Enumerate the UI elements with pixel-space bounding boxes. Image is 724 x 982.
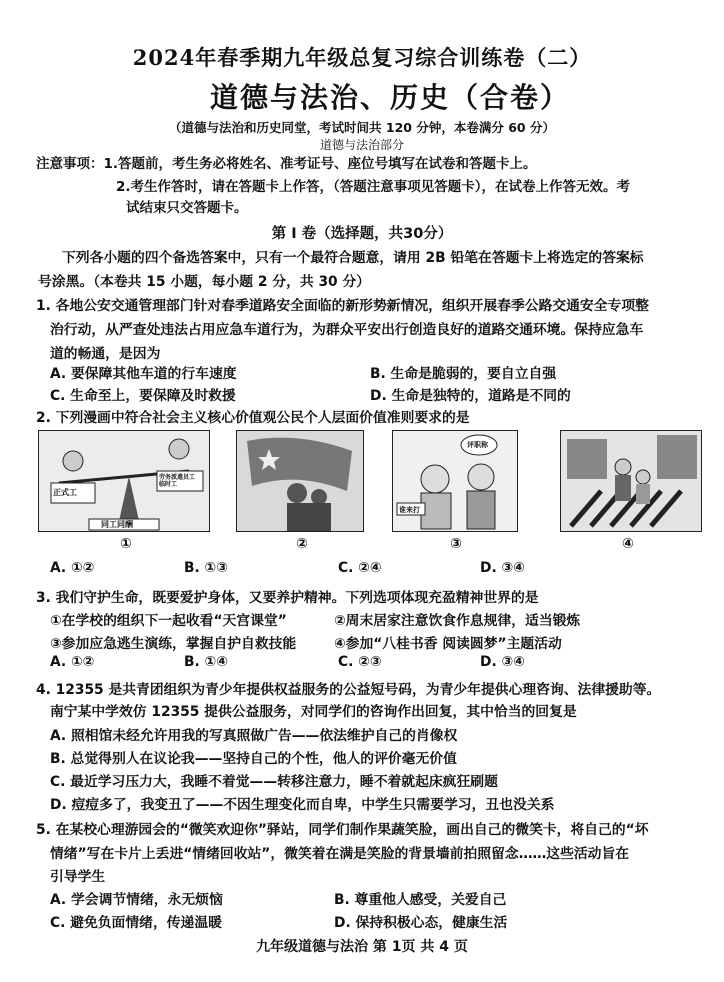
q2-option-b: B. ①③ [184, 560, 228, 576]
exam-info: （道德与法治和历史同堂，考试时间共 120 分钟，本卷满分 60 分） [169, 120, 555, 135]
q1-stem-3: 道的畅通，是因为 [50, 346, 161, 362]
q5-option-b: B. 尊重他人感受，关爱自己 [334, 892, 507, 908]
page-footer: 九年级道德与法治 第 1页 共 4 页 [256, 939, 468, 955]
exam-title: 2024年春季期九年级总复习综合训练卷（二） [132, 45, 592, 70]
section-title: 第 I 卷（选择题，共30分） [271, 226, 453, 242]
cartoon-1 [38, 430, 210, 532]
section-intro-1: 下列各小题的四个备选答案中，只有一个最符合题意，请用 2B 铅笔在答题卡上将选定的答案标 [62, 250, 644, 266]
q2-option-c: C. ②④ [338, 560, 382, 576]
q2-option-a: A. ①② [50, 560, 95, 576]
section-intro-2: 号涂黑。（本卷共 15 小题，每小题 2 分，共 30 分） [38, 274, 371, 290]
cartoon-2 [236, 430, 364, 532]
q4-option-c: C. 最近学习压力大，我睡不着觉——转移注意力，睡不着就起床疯狂刷题 [50, 774, 498, 790]
q3-option-d: D. ③④ [480, 654, 525, 670]
q3-stem: 3. 我们守护生命，既要爱护身体，又要养护精神。下列选项体现充盈精神世界的是 [36, 590, 539, 606]
cartoon-4 [560, 430, 702, 532]
title-evaluation-illustration [393, 431, 517, 531]
q5-stem-1: 5. 在某校心理游园会的“微笑欢迎你”驿站，同学们制作果蔬笑脸，画出自己的微笑卡，将自己的“坏 [36, 822, 649, 838]
q5-option-d: D. 保持积极心态，健康生活 [334, 915, 508, 931]
q2-option-d: D. ③④ [480, 560, 525, 576]
notice-line-2: 2.考生作答时，请在答题卡上作答，（答题注意事项见答题卡），在试卷上作答无效。考 [116, 179, 631, 195]
cartoon-1-label-right: 劳务派遣员工 临时工 [159, 474, 196, 488]
cartoon-3-sign: 谁来打 [399, 506, 420, 514]
q5-stem-3: 引导学生 [50, 869, 106, 885]
q5-option-c: C. 避免负面情绪，传递温暖 [50, 915, 222, 931]
cartoon-3-bubble: 评职称 [467, 441, 488, 449]
part-label: 道德与法治部分 [319, 138, 404, 152]
q1-option-a: A. 要保障其他车道的行车速度 [50, 366, 237, 382]
cartoon-1-label-left: 正式工 [53, 488, 77, 497]
q4-option-d: D. 痘痘多了，我变丑了——不因生理变化而自卑，中学生只需要学习，丑也没关系 [50, 797, 555, 813]
cartoon-caption-1: ① [120, 536, 132, 552]
q3-option-c: C. ②③ [338, 654, 382, 670]
q3-option-b: B. ①④ [184, 654, 228, 670]
q3-item-1: ①在学校的组织下一起收看“天宫课堂” [50, 613, 287, 629]
q3-option-a: A. ①② [50, 654, 95, 670]
q4-option-b: B. 总觉得别人在议论我——坚持自己的个性，他人的评价毫无价值 [50, 751, 457, 767]
q3-item-4: ④参加“八桂书香 阅读圆梦”主题活动 [334, 636, 562, 652]
q1-option-b: B. 生命是脆弱的，要自立自强 [370, 366, 557, 382]
q4-stem-2: 南宁某中学效仿 12355 提供公益服务，对同学们的咨询作出回复，其中恰当的回复是 [50, 704, 577, 720]
q1-stem-1: 1. 各地公安交通管理部门针对春季道路安全面临的新形势新情况，组织开展春季公路交通安全专项整 [36, 298, 649, 314]
cartoon-1-label-base: 同工同酬 [101, 520, 133, 529]
q3-item-2: ②周末居家注意饮食作息规律，适当锻炼 [334, 613, 581, 629]
q4-option-a: A. 照相馆未经允许用我的写真照做广告——依法维护自己的肖像权 [50, 728, 458, 744]
q5-stem-2: 情绪”写在卡片上丢进“情绪回收站”，微笑着在满是笑脸的背景墙前拍照留念……这些活动旨在 [50, 846, 630, 862]
q3-item-3: ③参加应急逃生演练，掌握自护自救技能 [50, 636, 297, 652]
q1-option-d: D. 生命是独特的，道路是不同的 [370, 388, 571, 404]
q1-option-c: C. 生命至上，要保障及时救援 [50, 388, 236, 404]
cartoon-caption-2: ② [296, 536, 308, 552]
q1-stem-2: 治行动，从严查处违法占用应急车道行为，为群众平安出行创造良好的道路交通环境。保持应急车 [50, 322, 644, 338]
cartoon-caption-3: ③ [450, 536, 462, 552]
q4-stem-1: 4. 12355 是共青团组织为青少年提供权益服务的公益短号码，为青少年提供心理咨询、法律援助等。 [36, 682, 661, 698]
crosswalk-illustration [561, 431, 701, 531]
q2-stem: 2. 下列漫画中符合社会主义核心价值观公民个人层面价值准则要求的是 [36, 410, 470, 426]
cartoon-caption-4: ④ [622, 536, 634, 552]
notice-line-3: 试结束只交答题卡。 [126, 200, 248, 216]
exam-subtitle: 道德与法治、历史（合卷） [210, 81, 571, 114]
flag-family-illustration [237, 431, 363, 531]
q5-option-a: A. 学会调节情绪，永无烦恼 [50, 892, 223, 908]
cartoon-3 [392, 430, 518, 532]
notice-line-1: 注意事项：1.答题前，考生务必将姓名、准考证号、座位号填写在试卷和答题卡上。 [36, 156, 537, 172]
